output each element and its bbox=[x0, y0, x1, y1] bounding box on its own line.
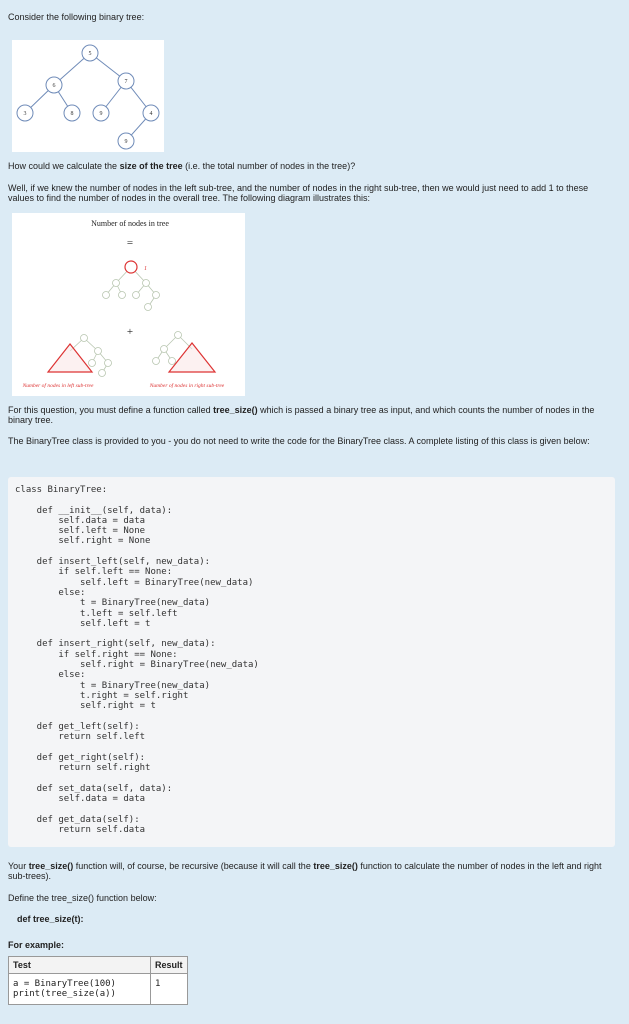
example-table bbox=[8, 956, 188, 1005]
tree-size-illustration bbox=[12, 213, 245, 396]
tree-node-label: 4 bbox=[149, 111, 153, 117]
plus-sign: + bbox=[126, 326, 134, 338]
tree-node-label: 7 bbox=[124, 79, 128, 85]
question-text: How could we calculate the size of the tree (i.e. the total number of nodes in the tree)? bbox=[8, 161, 356, 171]
function-signature: def tree_size(t): bbox=[17, 914, 84, 924]
equals-sign: = bbox=[126, 237, 134, 249]
tree-size-diagram bbox=[12, 213, 245, 396]
one-label: 1 bbox=[144, 266, 147, 272]
task-text: For this question, you must define a function called tree_size() which is passed a binary tree as input, and which counts the number of nodes in the binary tree. bbox=[8, 405, 595, 425]
tree-node-label: 3 bbox=[23, 111, 27, 117]
tree-node-label: 9 bbox=[99, 111, 103, 117]
right-subtree-label: Number of nodes in right sub-tree bbox=[149, 383, 225, 389]
code-listing bbox=[8, 477, 615, 847]
tree-node-label: 9 bbox=[124, 139, 128, 145]
recursion-text: Your tree_size() function will, of course, be recursive (because it will call the tree_size() function to calculate the number of nodes in the left and right sub-trees). bbox=[8, 861, 602, 881]
class-note-text: The BinaryTree class is provided to you - you do not need to write the code for the BinaryTree class. A complete listing of this class is given below: bbox=[8, 436, 590, 446]
diagram-title: Number of nodes in tree bbox=[91, 219, 169, 228]
left-subtree-triangle bbox=[48, 344, 92, 372]
left-subtree-label: Number of nodes in left sub-tree bbox=[22, 383, 94, 389]
root-highlight bbox=[125, 261, 137, 273]
example-label: For example: bbox=[8, 940, 65, 950]
tree-node-label: 5 bbox=[88, 51, 92, 57]
define-text: Define the tree_size() function below: bbox=[8, 893, 157, 903]
tree-node-label: 6 bbox=[52, 83, 56, 89]
right-subtree-triangle bbox=[169, 343, 215, 372]
tree-node-label: 8 bbox=[70, 111, 74, 117]
test-column-header: Test bbox=[9, 957, 151, 974]
binary-tree-class-code: class BinaryTree: def __init__(self, data): self.data = data self.left = None self.right = None def insert_left(self, new_data): if self.left == None: self.left = BinaryTree(new_data) else: t = BinaryTree(new_data) t.left = self.left self.left = t def insert_right(self, new_data): if self.right == None: self.right = BinaryTree(new_data) else: t = BinaryTree(new_data) t.right = self.right self.right = t def get_left(self): return self.left def get_right(self): return self.right def set_data(self, data): self.data = data def get_data(self): return self.data bbox=[15, 485, 259, 835]
result-column-header: Result bbox=[151, 957, 188, 974]
binary-tree-figure bbox=[12, 40, 164, 152]
intro-text: Consider the following binary tree: bbox=[8, 12, 145, 22]
table-row bbox=[9, 974, 188, 1005]
binary-tree-diagram bbox=[12, 40, 164, 152]
test-cell: a = BinaryTree(100) print(tree_size(a)) bbox=[9, 974, 151, 1005]
explanation-text: Well, if we knew the number of nodes in the left sub-tree, and the number of nodes in the right sub-tree, then we would just need to add 1 to these values to find the number of nodes in the overall tree. The following diagram illustrates this: bbox=[8, 183, 589, 203]
result-cell: 1 bbox=[151, 974, 188, 1005]
